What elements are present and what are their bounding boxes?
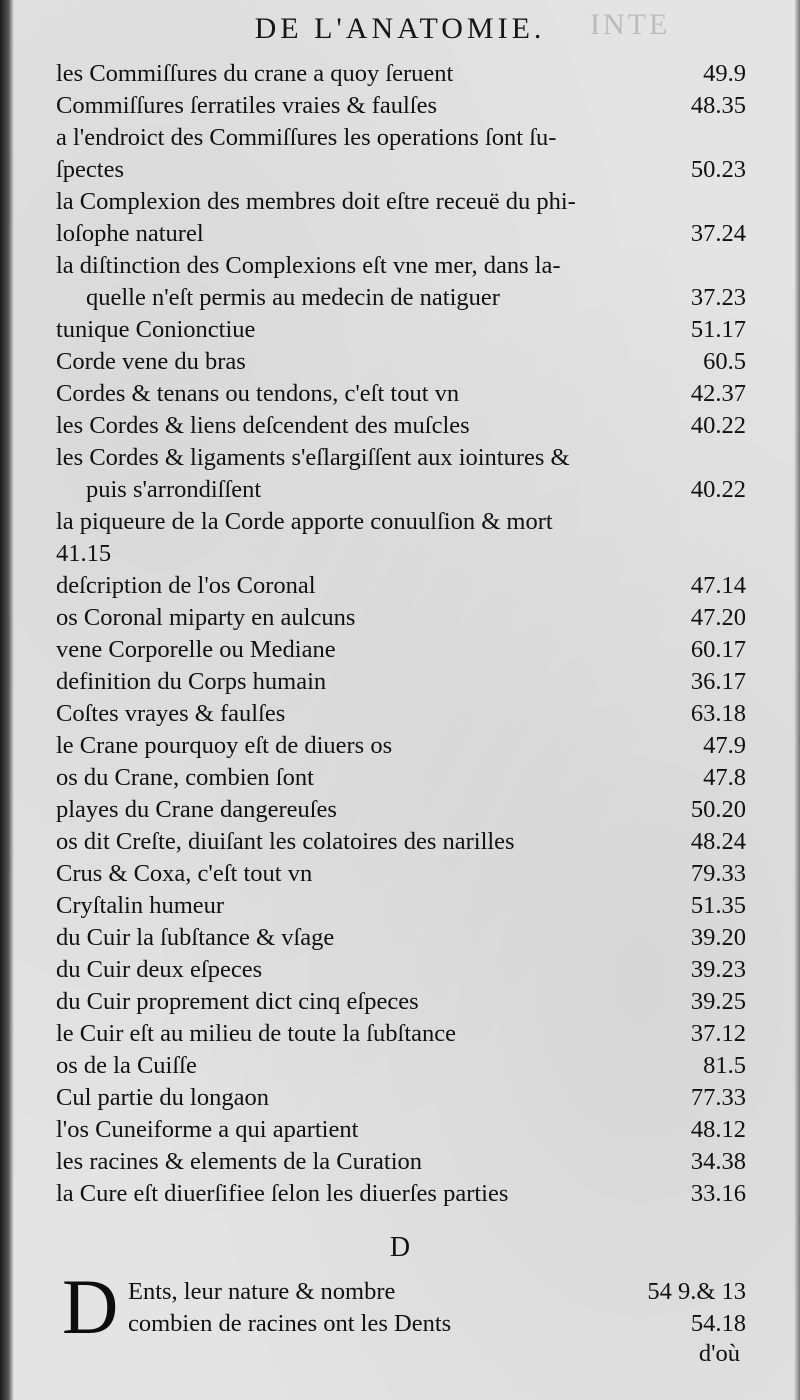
index-entry-page-ref: 37.12 — [690, 1020, 746, 1047]
index-entry — [56, 634, 746, 666]
index-entry — [56, 474, 746, 506]
index-entry — [56, 506, 746, 538]
index-entry — [56, 858, 746, 890]
dropcap-initial: D — [62, 1263, 119, 1350]
index-entry — [56, 410, 746, 442]
index-entry-page-ref: 48.24 — [690, 828, 746, 855]
index-entry-term: quelle n'eſt permis au medecin de natiguer — [86, 284, 500, 311]
index-entry-term: du Cuir proprement dict cinq eſpeces — [56, 988, 419, 1015]
index-entry-term: Cordes & tenans ou tendons, c'eſt tout vn — [56, 380, 460, 407]
index-entry-page-ref: 48.35 — [690, 92, 746, 119]
running-head-bleed-through: INTE — [590, 8, 671, 41]
index-entry-page-ref: 79.33 — [690, 860, 746, 887]
index-entry-page-ref: 54 9.& 13 — [647, 1278, 746, 1305]
index-entry-term: Corde vene du bras — [56, 348, 246, 375]
index-entry-page-ref: 37.24 — [690, 220, 746, 247]
index-entry-page-ref: 50.23 — [690, 156, 746, 183]
index-entry-page-ref: 51.35 — [690, 892, 746, 919]
index-entry-term: du Cuir la ſubſtance & vſage — [56, 924, 335, 951]
index-entry — [128, 1276, 746, 1308]
index-entry-term: l'os Cuneiforme a qui apartient — [56, 1116, 359, 1143]
index-entry-page-ref: 36.17 — [690, 668, 746, 695]
index-entry-page-ref: 63.18 — [690, 700, 746, 727]
index-entry-term: os du Crane, combien ſont — [56, 764, 314, 791]
index-entry-page-ref: 51.17 — [690, 316, 746, 343]
index-entry — [56, 346, 746, 378]
index-entry — [56, 986, 746, 1018]
index-entry-term: os Coronal miparty en aulcuns — [56, 604, 356, 631]
section-letter-heading: D — [389, 1232, 411, 1263]
index-entry — [56, 154, 746, 186]
index-entry-term: Commiſſures ſerratiles vraies & faulſes — [56, 92, 438, 119]
index-entry-term: playes du Crane dangereuſes — [56, 796, 337, 823]
page-edge-shadow — [794, 0, 800, 1400]
index-entry-page-ref: 34.38 — [690, 1148, 746, 1175]
index-entry-term: le Crane pourquoy eſt de diuers os — [56, 732, 393, 759]
index-entry-term: vene Corporelle ou Mediane — [56, 636, 336, 663]
index-entry — [56, 282, 746, 314]
index-entry-page-ref: 50.20 — [690, 796, 746, 823]
index-entry — [128, 1308, 746, 1340]
index-entries-d — [128, 1276, 746, 1340]
index-entry-page-ref: 48.12 — [690, 1116, 746, 1143]
index-entry-term: 41.15 — [56, 540, 112, 567]
index-entry — [56, 762, 746, 794]
index-entry — [56, 250, 746, 282]
index-entry — [56, 218, 746, 250]
index-entry-page-ref: 47.9 — [703, 732, 746, 759]
index-entry — [56, 730, 746, 762]
index-entry — [56, 186, 746, 218]
index-entry-term: puis s'arrondiſſent — [86, 476, 262, 503]
index-entry-term: deſcription de l'os Coronal — [56, 572, 316, 599]
index-entry — [56, 666, 746, 698]
index-entry — [56, 1146, 746, 1178]
index-entry-page-ref: 47.20 — [690, 604, 746, 631]
index-entry-term: ſpectes — [56, 156, 125, 183]
index-entry-page-ref: 81.5 — [703, 1052, 746, 1079]
index-entry-term: a l'endroict des Commiſſures les operations ſont ſu- — [56, 124, 557, 151]
index-entry — [56, 922, 746, 954]
catchword: d'où — [698, 1340, 740, 1367]
index-entry-term: definition du Corps humain — [56, 668, 327, 695]
index-entry-term: les Commiſſures du crane a quoy ſeruent — [56, 60, 454, 87]
index-entry-term: Ents, leur nature & nombre — [128, 1278, 396, 1305]
index-entry-page-ref: 33.16 — [690, 1180, 746, 1207]
index-entry-term: les Cordes & ligaments s'eſlargiſſent aux iointures & — [56, 444, 570, 471]
index-entry-term: la piqueure de la Corde apporte conuulſion & mort — [56, 508, 553, 535]
index-entry-page-ref: 49.9 — [703, 60, 746, 87]
index-entry — [56, 826, 746, 858]
running-head — [0, 8, 800, 46]
index-entry — [56, 538, 746, 570]
index-entry-page-ref: 47.8 — [703, 764, 746, 791]
index-entry-term: la Complexion des membres doit eſtre receuë du phi- — [56, 188, 576, 215]
index-entry-term: Crus & Coxa, c'eſt tout vn — [56, 860, 313, 887]
index-entry-term: Coſtes vrayes & faulſes — [56, 700, 286, 727]
index-entry-page-ref: 54.18 — [690, 1310, 746, 1337]
index-entry-page-ref: 60.5 — [703, 348, 746, 375]
index-entry-page-ref: 39.20 — [690, 924, 746, 951]
index-entry-term: Cul partie du longaon — [56, 1084, 269, 1111]
index-entry — [56, 90, 746, 122]
index-entry-page-ref: 77.33 — [690, 1084, 746, 1111]
index-entry — [56, 794, 746, 826]
index-entry-term: combien de racines ont les Dents — [128, 1310, 452, 1337]
index-entry — [56, 1178, 746, 1210]
index-entry-term: la diſtinction des Complexions eſt vne mer, dans la- — [56, 252, 561, 279]
index-entry — [56, 1050, 746, 1082]
index-entry-page-ref: 42.37 — [690, 380, 746, 407]
index-entry-term: du Cuir deux eſpeces — [56, 956, 263, 983]
index-entries-c — [56, 58, 746, 1210]
index-entry-term: le Cuir eſt au milieu de toute la ſubſtance — [56, 1020, 457, 1047]
index-entry — [56, 570, 746, 602]
index-entry — [56, 314, 746, 346]
index-entry-term: les racines & elements de la Curation — [56, 1148, 423, 1175]
index-entry — [56, 378, 746, 410]
index-entry-page-ref: 40.22 — [690, 476, 746, 503]
index-entry — [56, 602, 746, 634]
index-entry-term: tunique Conionctiue — [56, 316, 256, 343]
page-gutter-shadow — [0, 0, 14, 1400]
index-entry — [56, 442, 746, 474]
index-entry-page-ref: 39.23 — [690, 956, 746, 983]
index-entry-term: loſophe naturel — [56, 220, 204, 247]
running-head-text: DE L'ANATOMIE. — [254, 12, 546, 45]
index-entry-term: os dit Creſte, diuiſant les colatoires des narilles — [56, 828, 515, 855]
index-entry-term: os de la Cuiſſe — [56, 1052, 197, 1079]
index-entry-term: Cryſtalin humeur — [56, 892, 225, 919]
index-entry — [56, 1018, 746, 1050]
index-entry-page-ref: 47.14 — [690, 572, 746, 599]
index-entry — [56, 58, 746, 90]
index-entry — [56, 1082, 746, 1114]
index-entry-term: les Cordes & liens deſcendent des muſcles — [56, 412, 470, 439]
index-entry-page-ref: 60.17 — [690, 636, 746, 663]
index-entry — [56, 122, 746, 154]
index-entry-page-ref: 40.22 — [690, 412, 746, 439]
index-entry-term: la Cure eſt diuerſifiee ſelon les diuerſes parties — [56, 1180, 509, 1207]
index-entry — [56, 954, 746, 986]
index-entry — [56, 1114, 746, 1146]
index-entry-page-ref: 39.25 — [690, 988, 746, 1015]
index-entry-page-ref: 37.23 — [690, 284, 746, 311]
index-entry — [56, 698, 746, 730]
index-entry — [56, 890, 746, 922]
